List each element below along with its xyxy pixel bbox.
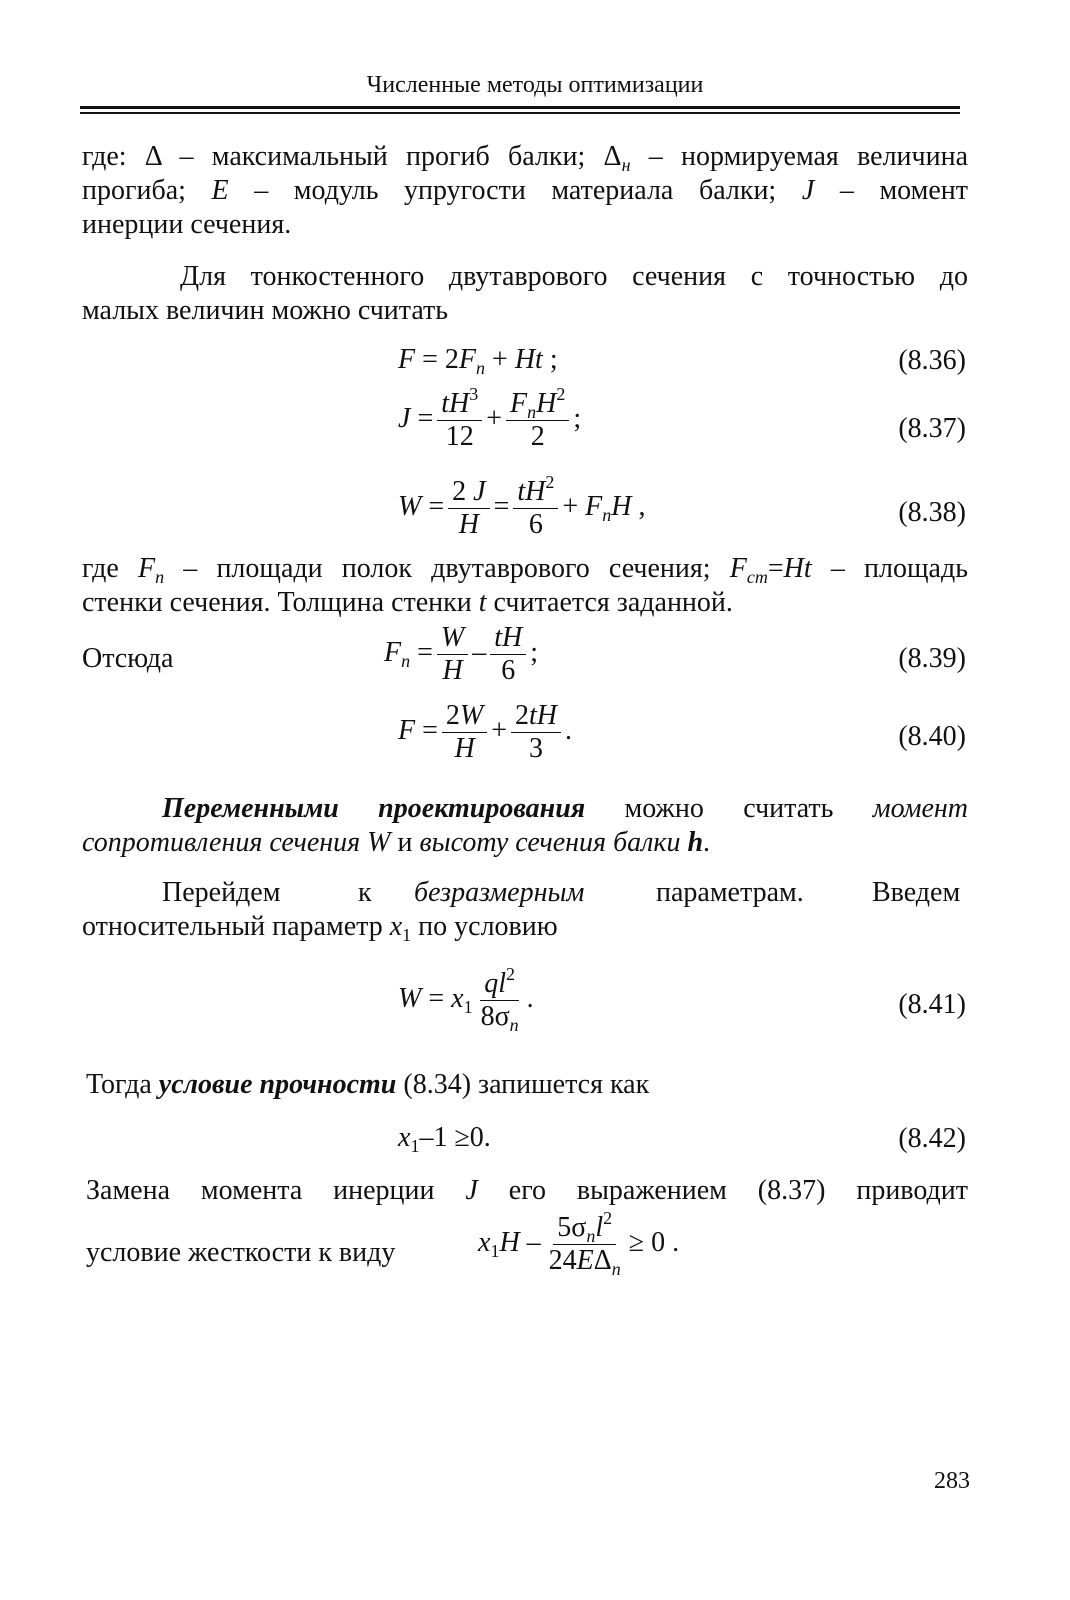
header-rule-bottom xyxy=(80,112,960,114)
para4-line2: сопротивления сечения W и высоту сечения балки h. xyxy=(82,827,711,858)
para3-line2: стенки сечения. Толщина стенки t считается заданной. xyxy=(82,587,733,618)
para5-line2: относительный параметр $x_1$ по условию xyxy=(82,911,558,945)
para1-line2: прогиба; E – модуль упругости материала балки; J – момент xyxy=(82,175,968,206)
equation-8-42: $x_1-1 \ge 0$. xyxy=(398,1122,491,1156)
equation-8-36: $F = 2F_п + Ht$ ; xyxy=(398,344,558,378)
eq-number-8-42: (8.42) xyxy=(898,1123,966,1154)
para5-word5: Введем xyxy=(872,877,961,908)
stiffness-condition-formula: $x_1H$ – $\frac{5\sigma_пl^2}{24E\Delta_п}$ ≥ 0 . xyxy=(478,1208,680,1279)
running-head: Численные методы оптимизации xyxy=(366,72,704,98)
para1-line1: где: Δ – максимальный прогиб балки; $\Delta_н$ – нормируемая величина xyxy=(82,141,968,174)
para5-word2: к xyxy=(358,877,372,908)
para3-line1: где $F_п$ – площади полок двутаврового сечения; $F_{ст}=Ht$ – площадь xyxy=(82,553,968,586)
para4-line1: Переменными проектирования можно считать момент xyxy=(162,793,968,824)
eq-number-8-41: (8.41) xyxy=(898,989,966,1020)
header-rule-top xyxy=(80,106,960,109)
eq-number-8-36: (8.36) xyxy=(898,345,966,376)
eq-number-8-40: (8.40) xyxy=(898,721,966,752)
eq-number-8-38: (8.38) xyxy=(898,497,966,528)
otsyuda-label: Отсюда xyxy=(82,643,174,674)
para7-line2: условие жесткости к виду xyxy=(86,1237,396,1268)
eq-number-8-39: (8.39) xyxy=(898,643,966,674)
para5-word3: безразмерным xyxy=(414,877,585,908)
eq-number-8-37: (8.37) xyxy=(898,413,966,444)
equation-8-37: J = $\frac{tH^3}{12}$ + $\frac{F_пH^2}{2}$ ; xyxy=(398,384,582,452)
equation-8-40: F = $\frac{2W}{H}$ + $\frac{2tH}{3}$ . xyxy=(398,700,573,764)
equation-8-38: W = $\frac{2 J}{H}$ = $\frac{tH^2}{6}$ + $F_пH$ , xyxy=(398,472,646,540)
para5-word1: Перейдем xyxy=(162,877,281,908)
para2-line2: малых величин можно считать xyxy=(82,295,449,326)
equation-8-39: $F_п$ = $\frac{W}{H}$ – $\frac{tH}{6}$ ; xyxy=(384,622,539,686)
para2-line1: Для тонкостенного двутаврового сечения с точностью до xyxy=(180,261,968,292)
para7-line1: Замена момента инерции J его выражением (8.37) приводит xyxy=(86,1175,968,1206)
page-number: 283 xyxy=(934,1468,970,1494)
equation-8-41: $W = x_1$ $\frac{ql^2}{8\sigma_п}$ . xyxy=(398,964,534,1035)
para6: Тогда условие прочности (8.34) запишется как xyxy=(86,1069,650,1100)
para5-word4: параметрам. xyxy=(656,877,804,908)
para1-line3: инерции сечения. xyxy=(82,209,292,240)
